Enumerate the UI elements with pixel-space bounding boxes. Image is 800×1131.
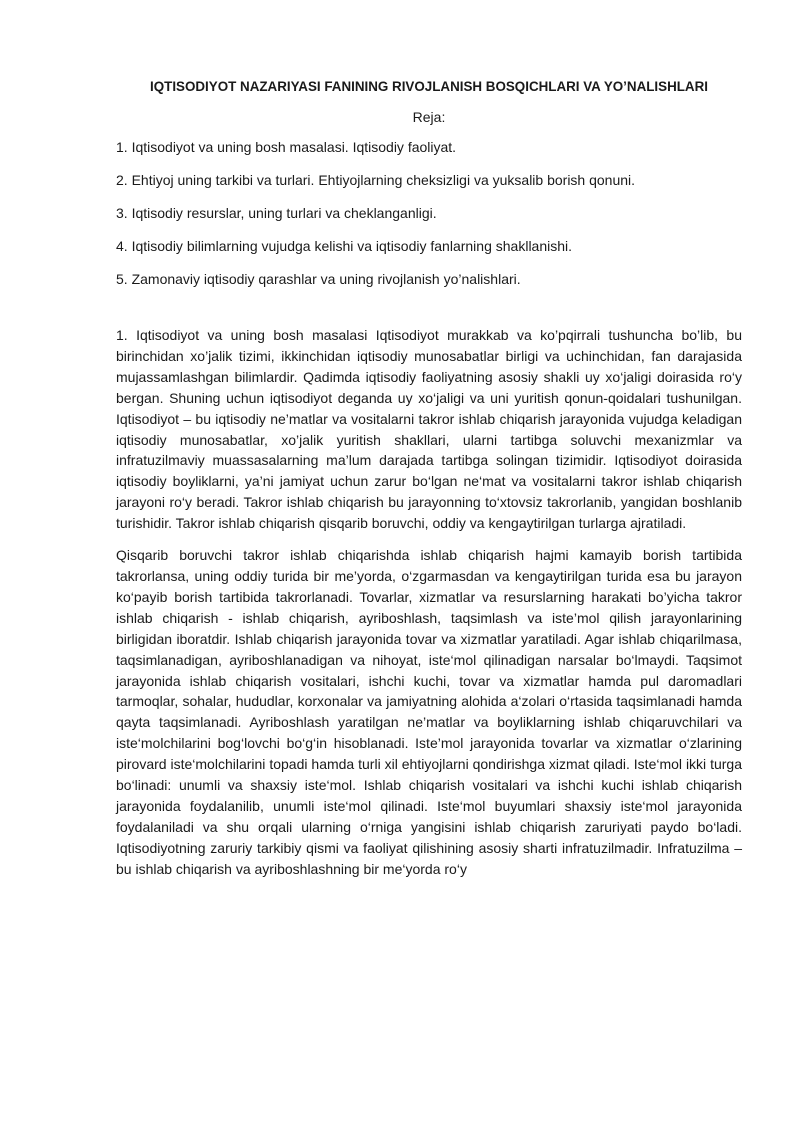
- plan-heading: Reja:: [412, 109, 446, 125]
- body-paragraph-2: Qisqarib boruvchi takror ishlab chiqarishda ishlab chiqarish hajmi kamayib borish tartibida takrorlansa, uning oddiy turida bir me’yorda, o‘zgarmasdan va kengaytirilgan turida esa bu jarayon ko‘payib borish tartibida takrorlanadi. Tovarlar, xizmatlar va resurslarning harakati bo’yicha takror ishlab chiqarish - ishlab chiqarish, ayriboshlash, taqsimlash va iste’mol qilish jarayonlarining birligidan iboratdir. Ishlab chiqarish jarayonida tovar va xizmatlar yaratiladi. Agar ishlab chiqarilmasa, taqsimlanadigan, ayriboshlanadigan va nihoyat, iste‘mol qilinadigan narsalar bo‘lmaydi. Taqsimot jarayonida ishlab chiqarish vositalari, ishchi kuchi, tovar va xizmatlar hamda pul daromadlari tarmoqlar, sohalar, hududlar, korxonalar va jamiyatning alohida a‘zolari o‘rtasida taqsimlanadi hamda qayta taqsimlanadi. Ayriboshlash yaratilgan ne’matlar va boyliklarning ishlab chiqaruvchilari va iste‘molchilarini bog‘lovchi bo‘g‘in hisoblanadi. Iste’mol jarayonida tovarlar va xizmatlar o‘zlarining pirovard iste‘molchilarini topadi hamda turli xil ehtiyojlarni qondirishga xizmat qiladi. Iste‘mol ikki turga bo‘linadi: unumli va shaxsiy iste‘mol. Ishlab chiqarish vositalari va ishchi kuchi ishlab chiqarish jarayonida foydalanilib, unumli iste‘mol qilinadi. Iste‘mol buyumlari shaxsiy iste‘mol jarayonida foydalaniladi va shu orqali ularning o‘rniga yangisini ishlab chiqarish zaruriyati paydo bo‘ladi. Iqtisodiyotning zaruriy tarkibiy qismi va faoliyat qilishining asosiy sharti infratuzilmadir. Infratuzilma – bu ishlab chiqarish va ayriboshlashning bir me‘yorda ro‘y: [116, 547, 742, 877]
- document-page: [116, 78, 742, 880]
- body-paragraph-1: 1. Iqtisodiyot va uning bosh masalasi Iqtisodiyot murakkab va ko’pqirrali tushuncha bo’lib, bu birinchidan xo’jalik tizimi, ikkinchidan iqtisodiy munosabatlar birligi va uchinchidan, fan darajasida mujassamlashgan bilimlardir. Qadimda iqtisodiy faoliyatning asosiy shakli uy xo‘jaligi doirasida ro‘y bergan. Shuning uchun iqtisodiyot deganda uy xo‘jaligi va uni yuritish qonun-qoidalari tushunilgan. Iqtisodiyot – bu iqtisodiy ne’matlar va vositalarni takror ishlab chiqarish jarayonida vujudga keladigan iqtisodiy munosabatlar, xo’jalik yuritish shakllari, ularni tartibga soluvchi mexanizmlar va infratuzilmaviy muassasalarning ma’lum darajada tartibga solingan tizimidir. Iqtisodiyot doirasida iqtisodiy boyliklarni, ya’ni jamiyat uchun zarur bo‘lgan ne‘mat va vositalarni takror ishlab chiqarish jarayoni ro‘y beradi. Takror ishlab chiqarish bu jarayonning to‘xtovsiz takrorlanib, yangidan boshlanib turishidir. Takror ishlab chiqarish qisqarib boruvchi, oddiy va kengaytirilgan turlarga ajratiladi.: [116, 327, 742, 532]
- plan-item-3: 3. Iqtisodiy resurslar, uning turlari va cheklanganligi.: [116, 205, 437, 221]
- plan-item-5: 5. Zamonaviy iqtisodiy qarashlar va uning rivojlanish yo’nalishlari.: [116, 271, 521, 287]
- plan-item-4: 4. Iqtisodiy bilimlarning vujudga kelishi va iqtisodiy fanlarning shakllanishi.: [116, 238, 573, 254]
- plan-item-1: 1. Iqtisodiyot va uning bosh masalasi. Iqtisodiy faoliyat.: [116, 139, 457, 155]
- plan-list: [116, 137, 742, 289]
- plan-item-2: 2. Ehtiyoj uning tarkibi va turlari. Ehtiyojlarning cheksizligi va yuksalib borish qonuni.: [116, 172, 636, 188]
- document-title: IQTISODIYOT NAZARIYASI FANINING RIVOJLANISH BOSQICHLARI VA YO’NALISHLARI: [150, 79, 708, 94]
